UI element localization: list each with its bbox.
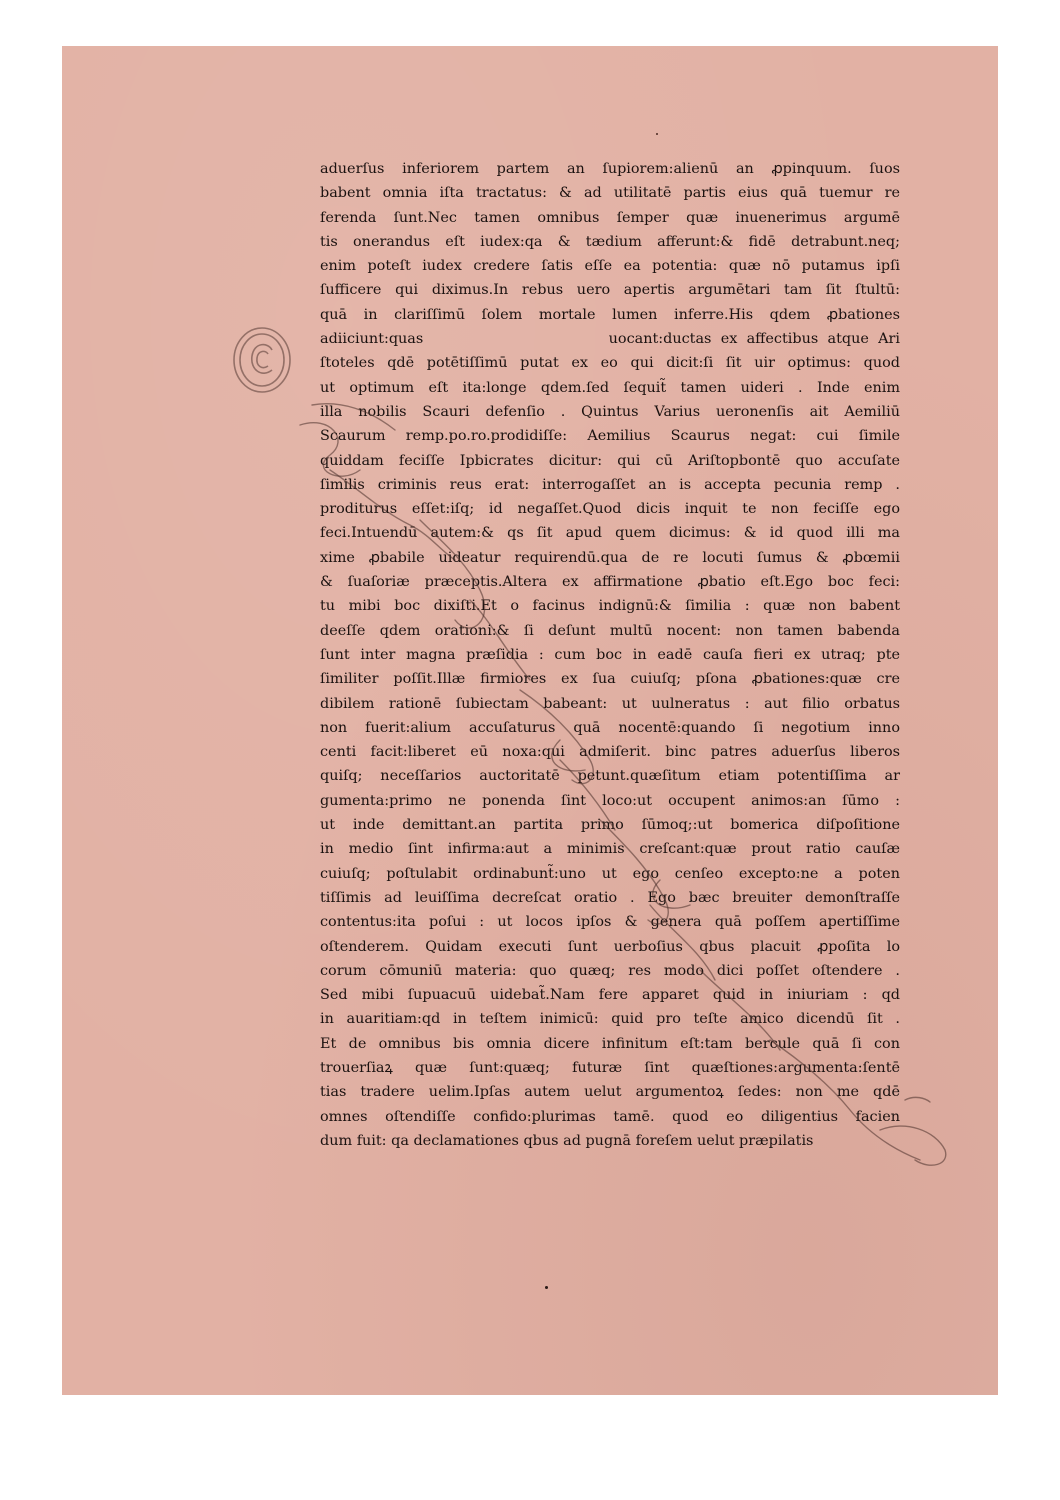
text-line: dum fuit: qa declamationes qbus ad pugnā foreſem uelut præpilatis — [320, 1132, 814, 1149]
text-line: centi facit:liberet eū noxa:qui admiſerit. binc patres aduerſus liberos — [320, 744, 900, 761]
text-line: non fuerit:alium accuſaturus quā nocentē:quando ſi negotium inno — [320, 719, 900, 736]
text-line: xime ꝓbabile uideatur requirendū.qua de re locuti ſumus & ꝓbœmii — [320, 549, 900, 566]
text-line: feci.Intuendū autem:& qs ſit apud quem dicimus: & id quod illi ma — [320, 525, 900, 542]
ink-dot — [545, 1286, 548, 1289]
text-line: proditurus eſſet:iſq; id negaſſet.Quod dicis inquit te non feciſſe ego — [320, 501, 900, 518]
text-line: tis onerandus eſt iudex:qa & tædium afferunt:& fidē detrabunt.neq; — [320, 233, 900, 250]
text-line: in auaritiam:qd in teſtem inimicū: quid pro teſte amico dicendū ſit . — [320, 1011, 900, 1028]
text-line: enim poteſt iudex credere ſatis eſſe ea potentia: quæ nō putamus ipſi — [320, 258, 900, 275]
text-line: dibilem rationē ſubiectam babeant: ut uulneratus : aut filio orbatus — [320, 695, 900, 712]
text-line: deeſſe qdem orationi:& ſi deſunt multū nocent: non tamen babenda — [320, 622, 900, 639]
text-line: Sed mibi ſupuacuū uidebat̃.Nam fere apparet quid in iniuriam : qd — [320, 987, 900, 1004]
text-line: ſimilis criminis reus erat: interrogaſſet an is accepta pecunia remp . — [320, 476, 900, 493]
text-line: oſtenderem. Quidam executi ſunt uerboſius qbus placuit ꝓpoſita lo — [320, 938, 900, 955]
text-line: ſtoteles qdē potētiſſimū putat ex eo qui dicit:ſi ſit uir optimus: quod — [320, 355, 900, 372]
text-line: ut optimum eſt ita:longe qdem.ſed ſequit̃ tamen uideri . Inde enim — [320, 379, 900, 396]
text-line: tias tradere uelim.Ipſas autem uelut argumentoꝝ ſedes: non me qdē — [320, 1084, 900, 1101]
text-line: tu mibi boc dixiſti.Et o facinus indignū:& ſimilia : quæ non babent — [320, 598, 900, 615]
text-line: & ſuaſoriæ præceptis.Altera ex affirmatione ꝓbatio eſt.Ego boc feci: — [320, 574, 900, 591]
text-line: tiſſimis ad leuiſſima decreſcat oratio . Ego bæc breuiter demonſtraſſe — [320, 889, 900, 906]
text-line: omnes oſtendiſſe confido:plurimas tamē. quod eo diligentius facien — [320, 1108, 900, 1125]
text-line: trouerſiaꝝ quæ ſunt:quæq; futuræ ſint quæſtiones:argumenta:ſentē — [320, 1059, 900, 1076]
text-line: illa nobilis Scauri defenſio . Quintus Varius ueronenſis ait Aemiliū — [320, 403, 900, 420]
text-line: ſimiliter poſſit.Illæ firmiores ex ſua cuiuſq; pſona ꝓbationes:quæ cre — [320, 671, 900, 688]
text-line: Et de omnibus bis omnia dicere infinitum eſt:tam bercule quā ſi con — [320, 1035, 900, 1052]
text-line: ut inde demittant.an partita primo ſūmoq;:ut bomerica diſpoſitione — [320, 817, 900, 834]
text-line: corum cōmuniū materia: quo quæq; res modo dici poſſet oſtendere . — [320, 962, 900, 979]
text-line: quiddam feciſſe Ipbicrates dicitur: qui cū Ariſtopbontē quo accuſate — [320, 452, 900, 469]
text-line: gumenta:primo ne ponenda ſint loco:ut occupent animos:an ſūmo : — [320, 792, 900, 809]
text-line: in medio ſint infirma:aut a minimis creſcant:quæ prout ratio cauſæ — [320, 841, 900, 858]
text-line: contentus:ita poſui : ut locos ipſos & genera quā poſſem apertiſſime — [320, 914, 900, 931]
text-line: cuiuſq; poſtulabit ordinabunt̃:uno ut ego cenſeo excepto:ne a poten — [320, 865, 900, 882]
text-line: ferenda ſunt.Nec tamen omnibus ſemper quæ inuenerimus argumē — [320, 209, 900, 226]
text-line: babent omnia iſta tractatus: & ad utilitatē partis eius quā tuemur re — [320, 185, 900, 202]
text-line: ſunt inter magna præſidia : cum boc in eadē cauſa fieri ex utraq; pte — [320, 646, 900, 663]
text-line: Scaurum remp.po.ro.prodidiſſe: Aemilius Scaurus negat: cui ſimile — [320, 428, 900, 445]
text-line: aduerſus inferiorem partem an ſupiorem:alienū an ꝓpinquum. ſuos — [320, 161, 900, 177]
text-line: adiiciunt:quas uocant:ductas ex affectibus atque Ari — [320, 331, 900, 348]
text-line: ſufficere qui diximus.In rebus uero apertis argumētari tam ſit ſtultū: — [320, 282, 900, 299]
text-line: quiſq; neceſſarios auctoritatē petunt.quæſitum etiam potentiſſima ar — [320, 768, 900, 785]
text-line: quā in clariſſimū ſolem mortale lumen inferre.His qdem ꝓbationes — [320, 306, 900, 323]
